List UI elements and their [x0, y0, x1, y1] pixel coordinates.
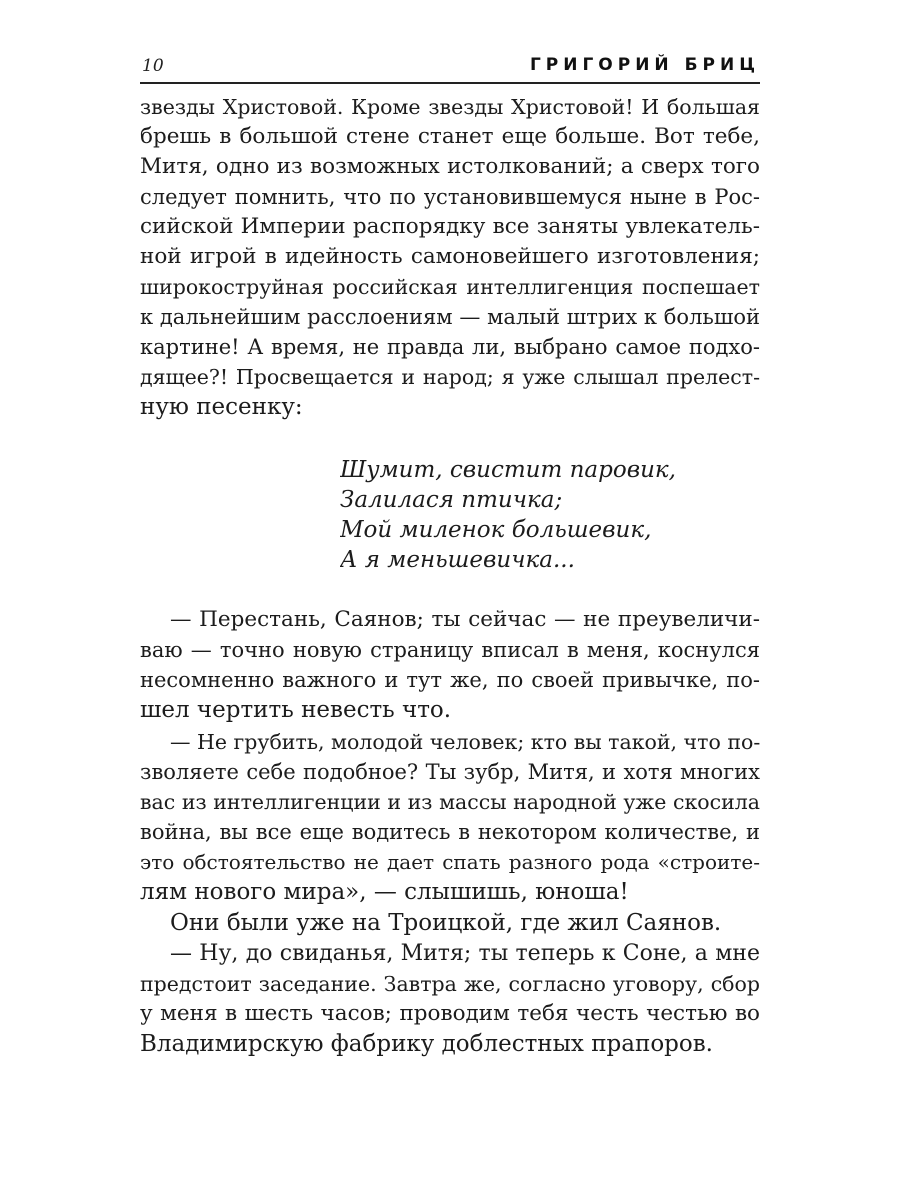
text-line: Митя, одно из возможных истолкований; а сверх того — [140, 154, 760, 179]
text-line: — Не грубить, молодой человек; кто вы такой, что по- — [170, 730, 760, 754]
text-line: широкоструйная российская интеллигенция поспешает — [140, 275, 760, 299]
running-head-author: ГРИГОРИЙ БРИЦ — [529, 55, 760, 75]
text-line: Они были уже на Троицкой, где жил Саянов. — [170, 910, 722, 936]
verse-line: А я меньшевичка... — [340, 547, 575, 573]
text-line: шел чертить невесть что. — [140, 697, 452, 723]
text-line: зволяете себе подобное? Ты зубр, Митя, и хотя многих — [140, 760, 760, 784]
verse-line: Шумит, свистит паровик, — [340, 457, 676, 483]
paragraph-5 — [140, 939, 760, 1059]
paragraph-1 — [140, 92, 760, 422]
text-line: у меня в шесть часов; проводим тебя честь честью во — [140, 1001, 760, 1026]
text-line: ную песенку: — [140, 394, 303, 420]
paragraph-4 — [140, 908, 760, 938]
verse-line: Мой миленок большевик, — [340, 517, 652, 543]
page-number: 10 — [142, 56, 164, 76]
text-line: несомненно важного и тут же, по своей привычке, по- — [140, 668, 760, 692]
text-line: вас из интеллигенции и из массы народной уже скосила — [140, 790, 760, 814]
text-line: дящее?! Просвещается и народ; я уже слышал прелест- — [140, 365, 760, 389]
text-line: ной игрой в идейность самоновейшего изготовления; — [140, 244, 760, 269]
text-line: картине! А время, не правда ли, выбрано самое подхо- — [140, 335, 760, 359]
text-line: следует помнить, что по установившемуся ныне в Рос- — [140, 185, 760, 209]
text-line: война, вы все еще водитесь в некотором количестве, и — [140, 820, 760, 844]
text-line: это обстоятельство не дает спать разного рода «строите- — [140, 850, 760, 874]
verse-block — [340, 455, 760, 575]
text-line: ваю — точно новую страницу вписал в меня, коснулся — [140, 638, 760, 662]
text-line: брешь в большой стене станет еще больше. Вот тебе, — [140, 124, 760, 149]
text-line: — Перестань, Саянов; ты сейчас — не преувеличи- — [170, 607, 760, 632]
text-line: к дальнейшим расслоениям — малый штрих к большой — [140, 305, 760, 329]
verse-line: Залилася птичка; — [340, 487, 563, 513]
text-line: Владимирскую фабрику доблестных прапоров. — [140, 1031, 713, 1057]
text-line: звезды Христовой. Кроме звезды Христовой! И большая — [140, 95, 760, 119]
text-line: сийской Империи распорядку все заняты увлекатель- — [140, 214, 760, 239]
paragraph-2 — [140, 605, 760, 725]
text-line: лям нового мира», — слышишь, юноша! — [140, 879, 629, 905]
text-line: — Ну, до свиданья, Митя; ты теперь к Соне, а мне — [170, 941, 760, 966]
header-rule — [140, 82, 760, 84]
text-line: предстоит заседание. Завтра же, согласно уговору, сбор — [140, 972, 760, 996]
paragraph-3 — [140, 727, 760, 907]
